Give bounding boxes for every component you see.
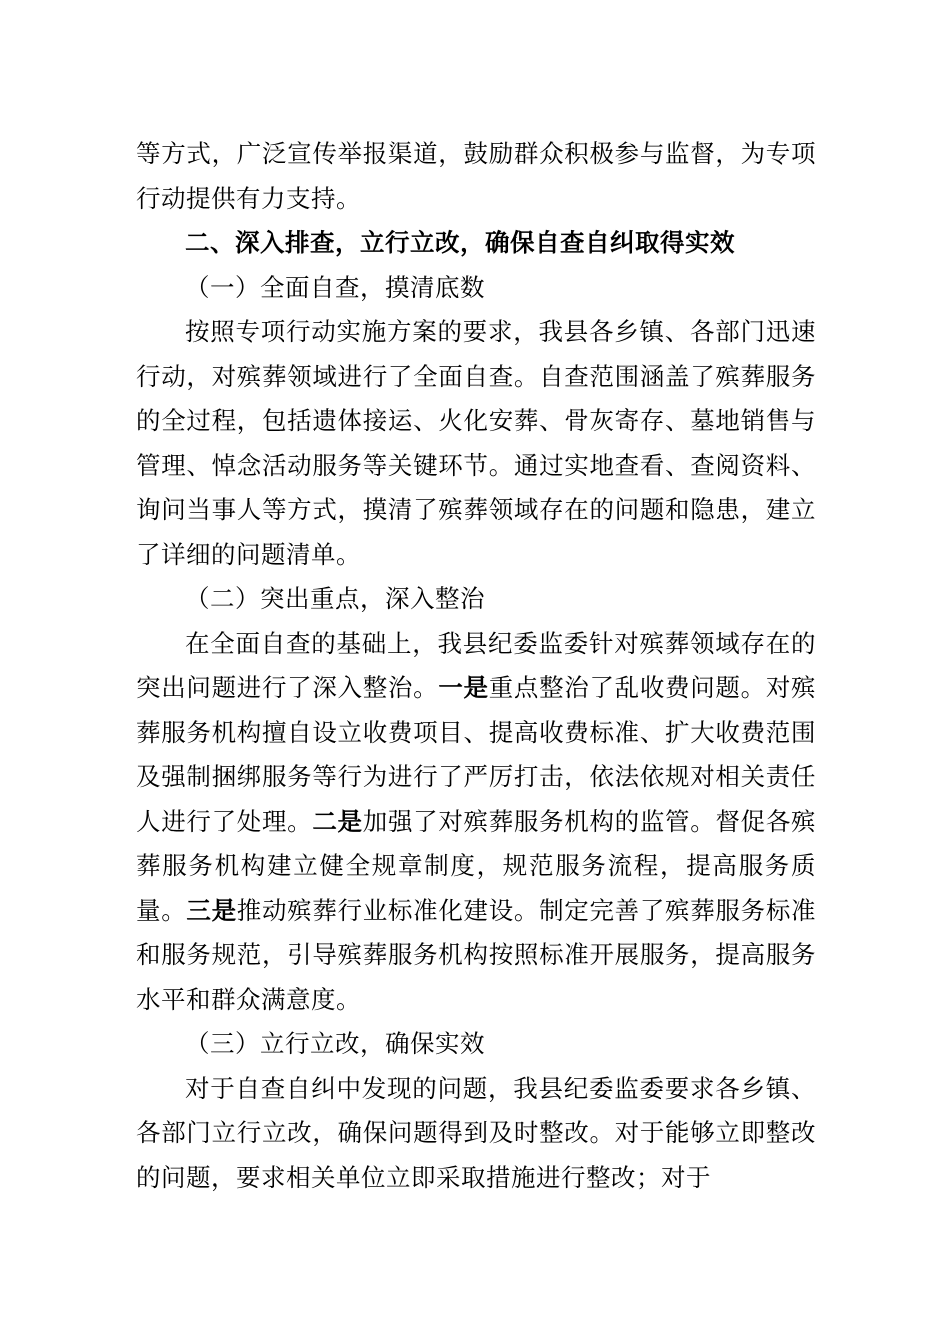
point-three-text: 推动殡葬行业标准化建设。制定完善了殡葬服务标准和服务规范，引导殡葬服务机构按照标准开展服务，提高服务水平和群众满意度。: [136, 895, 817, 1014]
point-one-text: 重点整治了乱收费问题。对殡葬服务机构擅自设立收费项目、提高收费标准、扩大收费范围及强制捆绑服务等行为进行了严厉打击，依法依规对相关责任人进行了处理。: [136, 673, 817, 836]
subsection-one-body: 按照专项行动实施方案的要求，我县各乡镇、各部门迅速行动，对殡葬领域进行了全面自查。自查范围涵盖了殡葬服务的全过程，包括遗体接运、火化安葬、骨灰寄存、墓地销售与管理、悼念活动服务等关键环节。通过实地查看、查阅资料、询问当事人等方式，摸清了殡葬领域存在的问题和隐患，建立了详细的问题清单。: [136, 317, 816, 569]
subsection-two-intro: 在全面自查的基础上，我县纪委监委针对殡葬领域存在的突出问题进行了深入整治。: [136, 628, 816, 702]
subsection-two-body: [136, 622, 816, 1023]
subsection-two-heading: （二）突出重点，深入整治: [185, 584, 485, 613]
point-two-text: 加强了对殡葬服务机构的监管。督促各殡葬服务机构建立健全规章制度，规范服务流程，提高服务质量。: [136, 806, 817, 925]
subsection-three-body: 对于自查自纠中发现的问题，我县纪委监委要求各乡镇、各部门立行立改，确保问题得到及时整改。对于能够立即整改的问题，要求相关单位立即采取措施进行整改；对于: [136, 1073, 816, 1192]
document-body: [136, 132, 816, 1200]
point-one-label: 一是: [438, 673, 489, 702]
subsection-one-heading: （一）全面自查，摸清底数: [185, 272, 485, 302]
point-three-label: 三是: [186, 895, 237, 925]
point-two-label: 二是: [312, 806, 363, 836]
subsection-three-heading: （三）立行立改，确保实效: [185, 1029, 485, 1058]
section-two-heading: 二、深入排查，立行立改，确保自查自纠取得实效: [185, 228, 735, 257]
paragraph-continuation: 等方式，广泛宣传举报渠道，鼓励群众积极参与监督，为专项行动提供有力支持。: [136, 139, 816, 213]
